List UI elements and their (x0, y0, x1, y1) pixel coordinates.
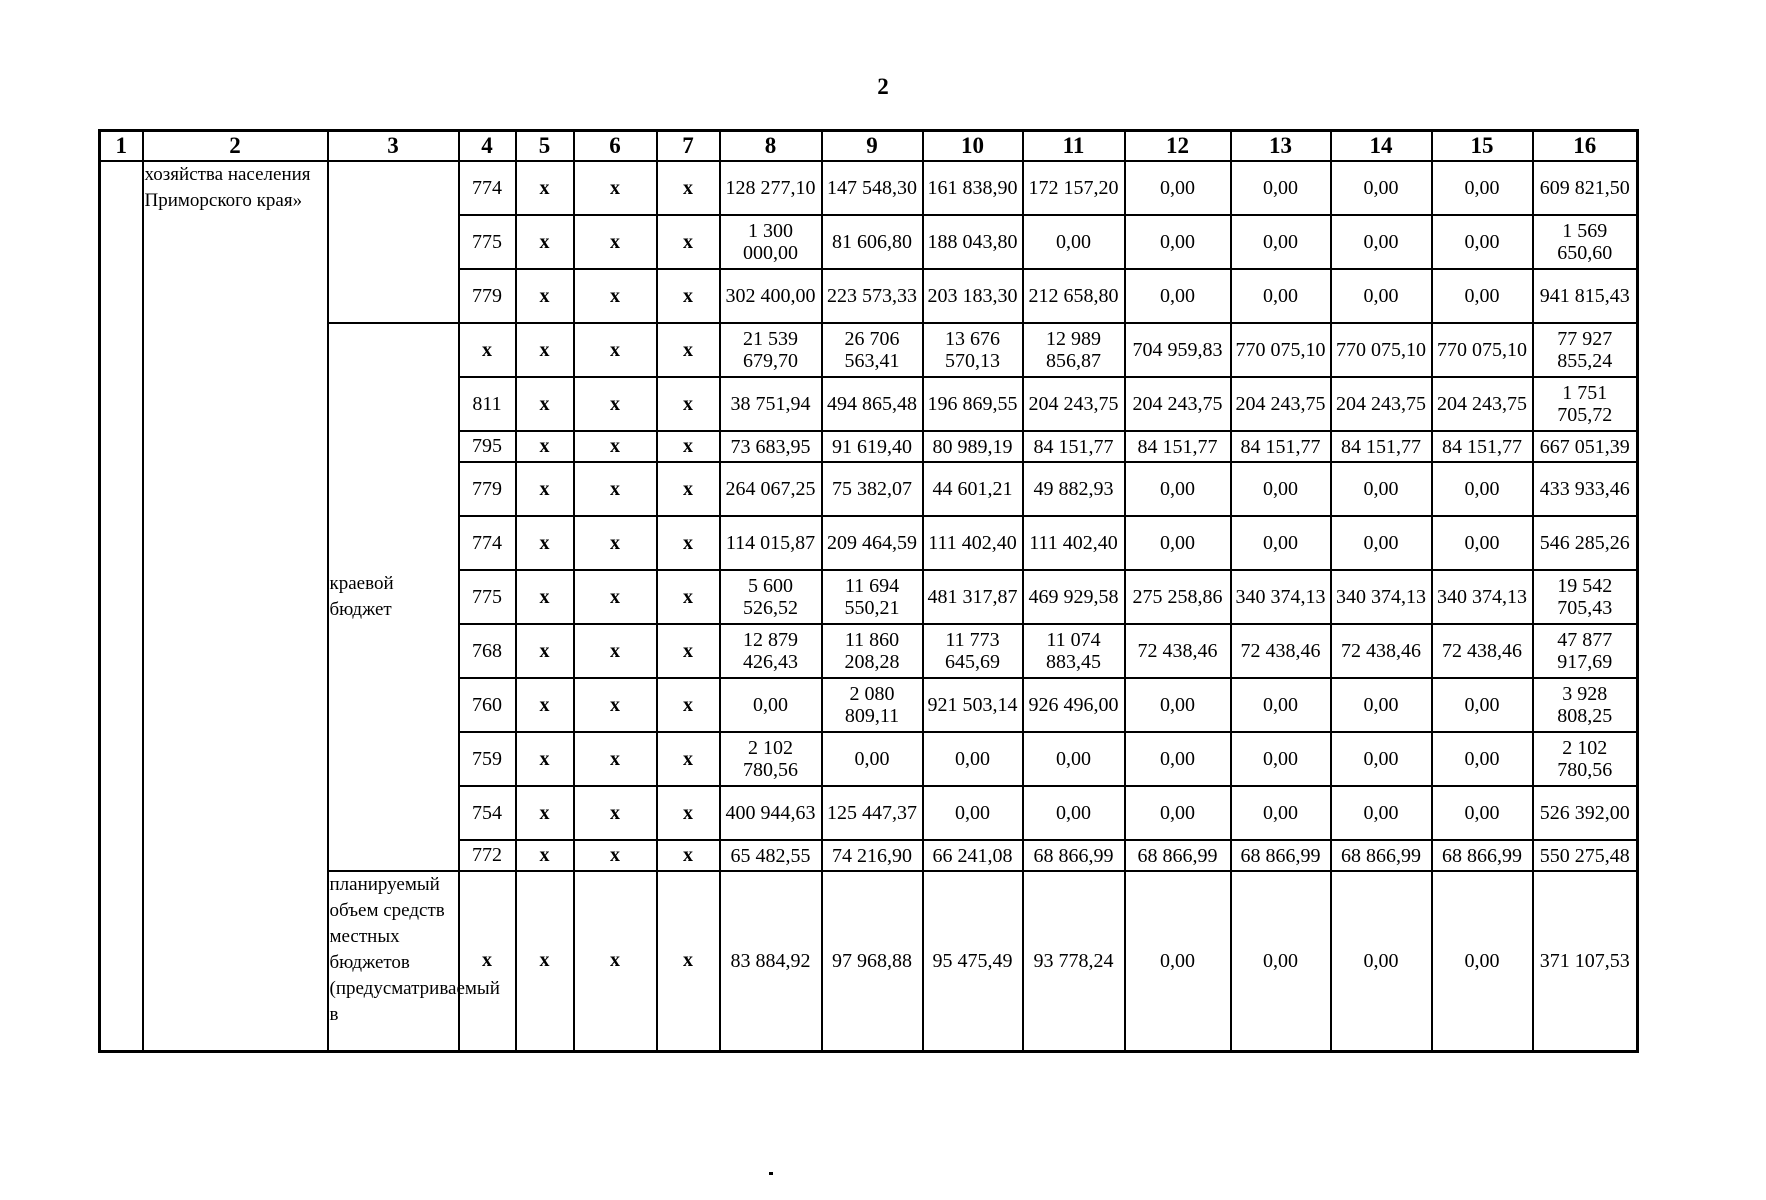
x-mark-cell: x (574, 678, 657, 732)
value-cell: 204 243,75 (1231, 377, 1331, 431)
value-cell: 3 928 808,25 (1533, 678, 1638, 732)
value-cell: 77 927 855,24 (1533, 323, 1638, 377)
value-cell: 0,00 (1331, 732, 1432, 786)
code-cell: 772 (459, 840, 516, 871)
header-cell: 14 (1331, 131, 1432, 162)
value-cell: 84 151,77 (1023, 431, 1125, 462)
value-cell: 147 548,30 (822, 161, 923, 215)
x-mark-cell: x (516, 840, 574, 871)
code-cell: 774 (459, 161, 516, 215)
code-cell: x (459, 871, 516, 1051)
code-cell: x (459, 323, 516, 377)
value-cell: 84 151,77 (1432, 431, 1533, 462)
value-cell: 84 151,77 (1331, 431, 1432, 462)
value-cell: 0,00 (1231, 269, 1331, 323)
value-cell: 21 539 679,70 (720, 323, 822, 377)
value-cell: 481 317,87 (923, 570, 1023, 624)
header-cell: 11 (1023, 131, 1125, 162)
value-cell: 111 402,40 (1023, 516, 1125, 570)
value-cell: 196 869,55 (923, 377, 1023, 431)
value-cell: 0,00 (1231, 161, 1331, 215)
x-mark-cell: x (657, 786, 720, 840)
value-cell: 0,00 (1331, 161, 1432, 215)
value-cell: 204 243,75 (1432, 377, 1533, 431)
value-cell: 65 482,55 (720, 840, 822, 871)
value-cell: 1 300 000,00 (720, 215, 822, 269)
value-cell: 941 815,43 (1533, 269, 1638, 323)
value-cell: 188 043,80 (923, 215, 1023, 269)
x-mark-cell: x (657, 732, 720, 786)
x-mark-cell: x (657, 516, 720, 570)
x-mark-cell: x (657, 570, 720, 624)
value-cell: 340 374,13 (1231, 570, 1331, 624)
value-cell: 125 447,37 (822, 786, 923, 840)
value-cell: 546 285,26 (1533, 516, 1638, 570)
x-mark-cell: x (574, 215, 657, 269)
value-cell: 770 075,10 (1231, 323, 1331, 377)
x-mark-cell: x (657, 323, 720, 377)
value-cell: 12 989 856,87 (1023, 323, 1125, 377)
value-cell: 68 866,99 (1125, 840, 1231, 871)
value-cell: 172 157,20 (1023, 161, 1125, 215)
x-mark-cell: x (657, 462, 720, 516)
value-cell: 73 683,95 (720, 431, 822, 462)
value-cell: 371 107,53 (1533, 871, 1638, 1051)
value-cell: 5 600 526,52 (720, 570, 822, 624)
x-mark-cell: x (516, 431, 574, 462)
value-cell: 770 075,10 (1432, 323, 1533, 377)
code-cell: 775 (459, 570, 516, 624)
code-cell: 811 (459, 377, 516, 431)
value-cell: 0,00 (1231, 516, 1331, 570)
value-cell: 0,00 (1331, 462, 1432, 516)
x-mark-cell: x (657, 161, 720, 215)
value-cell: 128 277,10 (720, 161, 822, 215)
x-mark-cell: x (516, 732, 574, 786)
value-cell: 83 884,92 (720, 871, 822, 1051)
value-cell: 0,00 (1231, 462, 1331, 516)
value-cell: 667 051,39 (1533, 431, 1638, 462)
budget-table (98, 129, 1639, 1053)
x-mark-cell: x (657, 377, 720, 431)
code-cell: 779 (459, 269, 516, 323)
x-mark-cell: x (516, 871, 574, 1051)
value-cell: 921 503,14 (923, 678, 1023, 732)
value-cell: 81 606,80 (822, 215, 923, 269)
code-cell: 779 (459, 462, 516, 516)
x-mark-cell: x (574, 570, 657, 624)
value-cell: 0,00 (1432, 161, 1533, 215)
value-cell: 11 694 550,21 (822, 570, 923, 624)
value-cell: 0,00 (1331, 871, 1432, 1051)
value-cell: 0,00 (1125, 732, 1231, 786)
page-number: 2 (877, 74, 889, 99)
value-cell: 68 866,99 (1331, 840, 1432, 871)
header-cell: 15 (1432, 131, 1533, 162)
x-mark-cell: x (574, 462, 657, 516)
x-mark-cell: x (657, 624, 720, 678)
value-cell: 161 838,90 (923, 161, 1023, 215)
program-name-cell: хозяйства населения Приморского края» (143, 161, 328, 1051)
value-cell: 223 573,33 (822, 269, 923, 323)
code-cell: 774 (459, 516, 516, 570)
value-cell: 433 933,46 (1533, 462, 1638, 516)
x-mark-cell: x (657, 840, 720, 871)
x-mark-cell: x (516, 269, 574, 323)
value-cell: 68 866,99 (1023, 840, 1125, 871)
x-mark-cell: x (657, 431, 720, 462)
value-cell: 0,00 (1331, 786, 1432, 840)
x-mark-cell: x (574, 516, 657, 570)
x-mark-cell: x (574, 269, 657, 323)
header-cell: 7 (657, 131, 720, 162)
value-cell: 0,00 (1331, 269, 1432, 323)
x-mark-cell: x (516, 570, 574, 624)
header-cell: 8 (720, 131, 822, 162)
x-mark-cell: x (657, 678, 720, 732)
funding-source-krai: краевой бюджет (328, 323, 459, 871)
funding-source-cell (328, 161, 459, 323)
value-cell: 95 475,49 (923, 871, 1023, 1051)
value-cell: 0,00 (1432, 871, 1533, 1051)
value-cell: 203 183,30 (923, 269, 1023, 323)
x-mark-cell: x (516, 377, 574, 431)
value-cell: 204 243,75 (1023, 377, 1125, 431)
x-mark-cell: x (516, 323, 574, 377)
table-row (100, 161, 1638, 215)
x-mark-cell: x (574, 786, 657, 840)
value-cell: 0,00 (1432, 732, 1533, 786)
value-cell: 2 102 780,56 (720, 732, 822, 786)
value-cell: 68 866,99 (1432, 840, 1533, 871)
value-cell: 26 706 563,41 (822, 323, 923, 377)
value-cell: 0,00 (1125, 678, 1231, 732)
value-cell: 494 865,48 (822, 377, 923, 431)
code-cell: 754 (459, 786, 516, 840)
value-cell: 91 619,40 (822, 431, 923, 462)
x-mark-cell: x (574, 431, 657, 462)
value-cell: 204 243,75 (1125, 377, 1231, 431)
header-cell: 2 (143, 131, 328, 162)
value-cell: 0,00 (1023, 732, 1125, 786)
value-cell: 0,00 (1125, 215, 1231, 269)
value-cell: 0,00 (1125, 462, 1231, 516)
value-cell: 72 438,46 (1331, 624, 1432, 678)
value-cell: 44 601,21 (923, 462, 1023, 516)
code-cell: 795 (459, 431, 516, 462)
scan-mark (769, 1172, 773, 1175)
value-cell: 0,00 (1432, 269, 1533, 323)
value-cell: 66 241,08 (923, 840, 1023, 871)
x-mark-cell: x (516, 624, 574, 678)
value-cell: 11 860 208,28 (822, 624, 923, 678)
x-mark-cell: x (574, 871, 657, 1051)
x-mark-cell: x (516, 215, 574, 269)
value-cell: 0,00 (1023, 786, 1125, 840)
header-cell: 13 (1231, 131, 1331, 162)
value-cell: 400 944,63 (720, 786, 822, 840)
value-cell: 75 382,07 (822, 462, 923, 516)
x-mark-cell: x (516, 462, 574, 516)
x-mark-cell: x (574, 732, 657, 786)
funding-source-local: планируемый объем средств местных бюджетов (предусматриваемый в (328, 871, 459, 1051)
value-cell: 49 882,93 (1023, 462, 1125, 516)
value-cell: 209 464,59 (822, 516, 923, 570)
value-cell: 0,00 (1432, 786, 1533, 840)
value-cell: 0,00 (1231, 871, 1331, 1051)
value-cell: 469 929,58 (1023, 570, 1125, 624)
header-cell: 12 (1125, 131, 1231, 162)
value-cell: 47 877 917,69 (1533, 624, 1638, 678)
value-cell: 19 542 705,43 (1533, 570, 1638, 624)
table-row (100, 323, 1638, 377)
code-cell: 760 (459, 678, 516, 732)
value-cell: 0,00 (1432, 678, 1533, 732)
value-cell: 0,00 (1331, 215, 1432, 269)
value-cell: 0,00 (822, 732, 923, 786)
value-cell: 72 438,46 (1432, 624, 1533, 678)
value-cell: 72 438,46 (1125, 624, 1231, 678)
code-cell: 768 (459, 624, 516, 678)
value-cell: 926 496,00 (1023, 678, 1125, 732)
value-cell: 2 102 780,56 (1533, 732, 1638, 786)
value-cell: 0,00 (1125, 871, 1231, 1051)
value-cell: 11 074 883,45 (1023, 624, 1125, 678)
header-row (100, 131, 1638, 162)
x-mark-cell: x (516, 786, 574, 840)
value-cell: 0,00 (1125, 516, 1231, 570)
header-cell: 1 (100, 131, 143, 162)
x-mark-cell: x (574, 624, 657, 678)
value-cell: 704 959,83 (1125, 323, 1231, 377)
value-cell: 12 879 426,43 (720, 624, 822, 678)
value-cell: 11 773 645,69 (923, 624, 1023, 678)
value-cell: 0,00 (1231, 786, 1331, 840)
header-cell: 3 (328, 131, 459, 162)
value-cell: 0,00 (1125, 161, 1231, 215)
value-cell: 0,00 (923, 786, 1023, 840)
value-cell: 0,00 (720, 678, 822, 732)
value-cell: 84 151,77 (1125, 431, 1231, 462)
value-cell: 770 075,10 (1331, 323, 1432, 377)
x-mark-cell: x (516, 161, 574, 215)
value-cell: 340 374,13 (1432, 570, 1533, 624)
value-cell: 0,00 (1432, 516, 1533, 570)
value-cell: 302 400,00 (720, 269, 822, 323)
value-cell: 264 067,25 (720, 462, 822, 516)
value-cell: 0,00 (1331, 678, 1432, 732)
header-cell: 10 (923, 131, 1023, 162)
value-cell: 2 080 809,11 (822, 678, 923, 732)
value-cell: 609 821,50 (1533, 161, 1638, 215)
header-cell: 16 (1533, 131, 1638, 162)
x-mark-cell: x (574, 161, 657, 215)
x-mark-cell: x (574, 323, 657, 377)
value-cell: 204 243,75 (1331, 377, 1432, 431)
header-cell: 5 (516, 131, 574, 162)
value-cell: 1 569 650,60 (1533, 215, 1638, 269)
value-cell: 68 866,99 (1231, 840, 1331, 871)
x-mark-cell: x (574, 840, 657, 871)
value-cell: 0,00 (1125, 269, 1231, 323)
value-cell: 212 658,80 (1023, 269, 1125, 323)
table-row (100, 871, 1638, 1051)
code-cell: 775 (459, 215, 516, 269)
x-mark-cell: x (574, 377, 657, 431)
value-cell: 93 778,24 (1023, 871, 1125, 1051)
value-cell: 38 751,94 (720, 377, 822, 431)
value-cell: 0,00 (1331, 516, 1432, 570)
col1-cell (100, 161, 143, 1051)
header-cell: 6 (574, 131, 657, 162)
x-mark-cell: x (657, 871, 720, 1051)
value-cell: 0,00 (1125, 786, 1231, 840)
value-cell: 80 989,19 (923, 431, 1023, 462)
value-cell: 0,00 (1231, 678, 1331, 732)
value-cell: 0,00 (1432, 462, 1533, 516)
x-mark-cell: x (516, 678, 574, 732)
value-cell: 72 438,46 (1231, 624, 1331, 678)
value-cell: 111 402,40 (923, 516, 1023, 570)
value-cell: 84 151,77 (1231, 431, 1331, 462)
value-cell: 97 968,88 (822, 871, 923, 1051)
value-cell: 0,00 (1231, 732, 1331, 786)
x-mark-cell: x (657, 215, 720, 269)
value-cell: 340 374,13 (1331, 570, 1432, 624)
value-cell: 13 676 570,13 (923, 323, 1023, 377)
code-cell: 759 (459, 732, 516, 786)
x-mark-cell: x (516, 516, 574, 570)
value-cell: 1 751 705,72 (1533, 377, 1638, 431)
header-cell: 9 (822, 131, 923, 162)
value-cell: 114 015,87 (720, 516, 822, 570)
header-cell: 4 (459, 131, 516, 162)
value-cell: 0,00 (1432, 215, 1533, 269)
value-cell: 0,00 (923, 732, 1023, 786)
value-cell: 550 275,48 (1533, 840, 1638, 871)
value-cell: 74 216,90 (822, 840, 923, 871)
x-mark-cell: x (657, 269, 720, 323)
value-cell: 275 258,86 (1125, 570, 1231, 624)
value-cell: 526 392,00 (1533, 786, 1638, 840)
value-cell: 0,00 (1023, 215, 1125, 269)
value-cell: 0,00 (1231, 215, 1331, 269)
